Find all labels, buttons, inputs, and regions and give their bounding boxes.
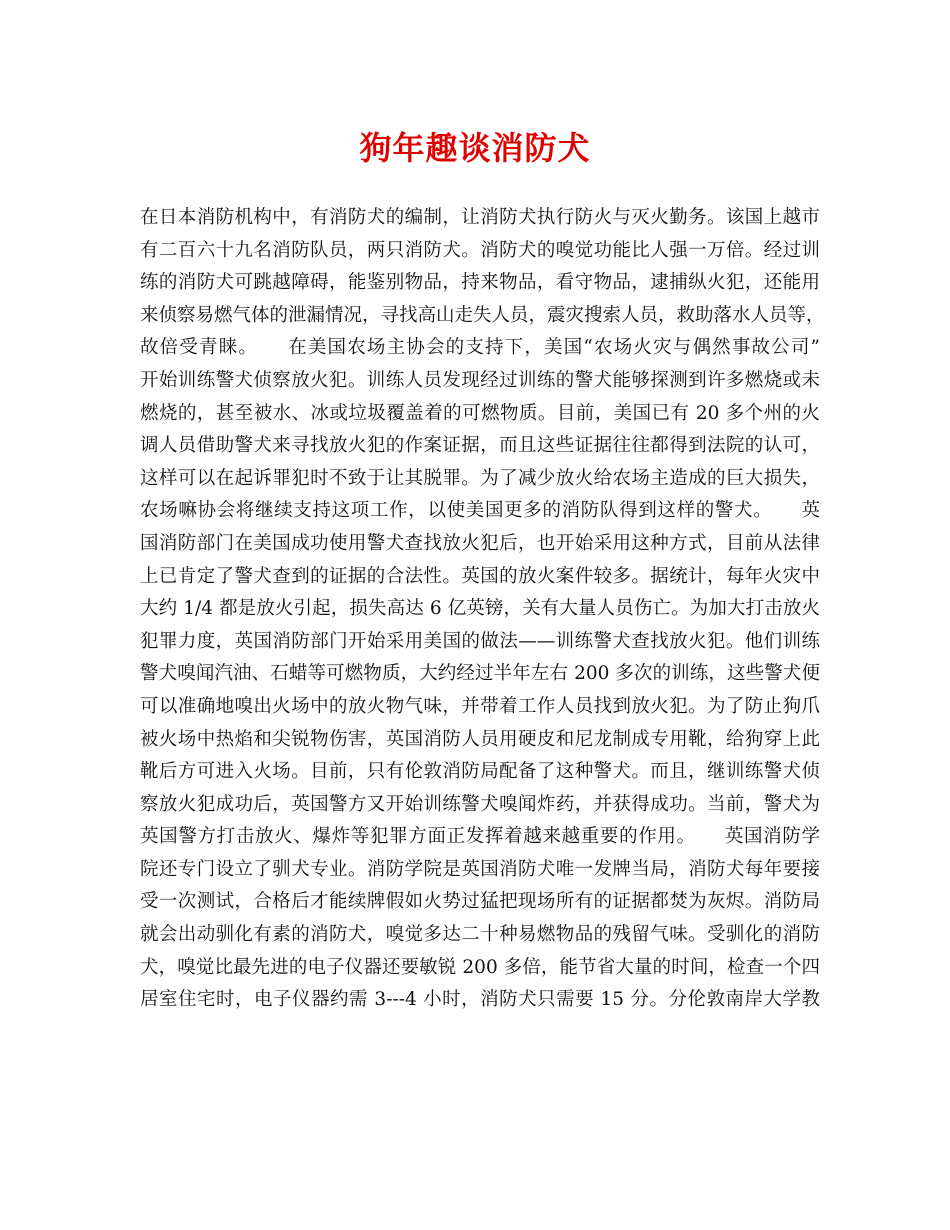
body-line-22: 受一次测试，合格后才能续牌假如火势过猛把现场所有的证据都焚为灰烬。消防局 [140,891,820,913]
body-line-4: 来侦察易燃气体的泄漏情况，寻找高山走失人员，震灾搜索人员，救助落水人员等， [140,304,825,326]
body-line-8: 调人员借助警犬来寻找放火犯的作案证据，而且这些证据往往都得到法院的认可， [140,435,820,457]
body-line-7: 燃烧的，甚至被水、冰或垃圾覆盖着的可燃物质。目前，美国已有 20 多个州的火 [140,402,820,424]
document-title: 狗年趣谈消防犬 [359,129,591,167]
body-line-17: 被火场中热焰和尖锐物伤害，英国消防人员用硬皮和尼龙制成专用靴，给狗穿上此 [140,728,820,750]
body-line-2: 有二百六十九名消防队员，两只消防犬。消防犬的嗅觉功能比人强一万倍。经过训 [140,239,820,261]
body-line-16: 可以准确地嗅出火场中的放火物气味，并带着工作人员找到放火犯。为了防止狗爪 [140,695,820,717]
body-line-12: 上已肯定了警犬查到的证据的合法性。英国的放火案件较多。据统计，每年火灾中 [140,565,820,587]
body-line-24: 犬，嗅觉比最先进的电子仪器还要敏锐 200 多倍，能节省大量的时间，检查一个四 [140,956,820,978]
body-line-21: 院还专门设立了驯犬专业。消防学院是英国消防犬唯一发牌当局，消防犬每年要接 [140,858,820,880]
body-line-9: 这样可以在起诉罪犯时不致于让其脱罪。为了减少放火给农场主造成的巨大损失， [140,467,820,489]
body-line-14: 犯罪力度，英国消防部门开始采用美国的做法——训练警犬查找放火犯。他们训练 [140,630,820,652]
body-line-11: 国消防部门在美国成功使用警犬查找放火犯后，也开始采用这种方式，目前从法律 [140,532,820,554]
body-line-3: 练的消防犬可跳越障碍，能鉴别物品，持来物品，看守物品，逮捕纵火犯，还能用 [140,272,820,294]
body-line-1: 在日本消防机构中，有消防犬的编制，让消防犬执行防火与灭火勤务。该国上越市 [140,207,820,228]
body-line-13: 大约 1/4 都是放火引起，损失高达 6 亿英镑，关有大量人员伤亡。为加大打击放火 [140,598,820,620]
body-line-19: 察放火犯成功后，英国警方又开始训练警犬嗅闻炸药，并获得成功。当前，警犬为 [140,793,820,815]
body-line-6: 开始训练警犬侦察放火犯。训练人员发现经过训练的警犬能够探测到许多燃烧或未 [140,369,820,391]
body-line-23: 就会出动驯化有素的消防犬，嗅觉多达二十种易燃物品的残留气味。受驯化的消防 [140,924,820,946]
body-line-25: 居室住宅时，电子仪器约需 3---4 小时，消防犬只需要 15 分。分伦敦南岸大学教 [140,989,820,1011]
body-line-20: 英国警方打击放火、爆炸等犯罪方面正发挥着越来越重要的作用。 英国消防学 [140,826,820,848]
body-line-18: 靴后方可进入火场。目前，只有伦敦消防局配备了这种警犬。而且，继训练警犬侦 [140,761,820,783]
body-line-5: 故倍受青睐。 在美国农场主协会的支持下，美国“农场火灾与偶然事故公司” [140,337,820,359]
body-line-15: 警犬嗅闻汽油、石蜡等可燃物质，大约经过半年左右 200 多次的训练，这些警犬便 [140,663,820,685]
document-body [140,202,825,1017]
body-line-10: 农场嘛协会将继续支持这项工作，以使美国更多的消防队得到这样的警犬。 英 [140,500,820,522]
